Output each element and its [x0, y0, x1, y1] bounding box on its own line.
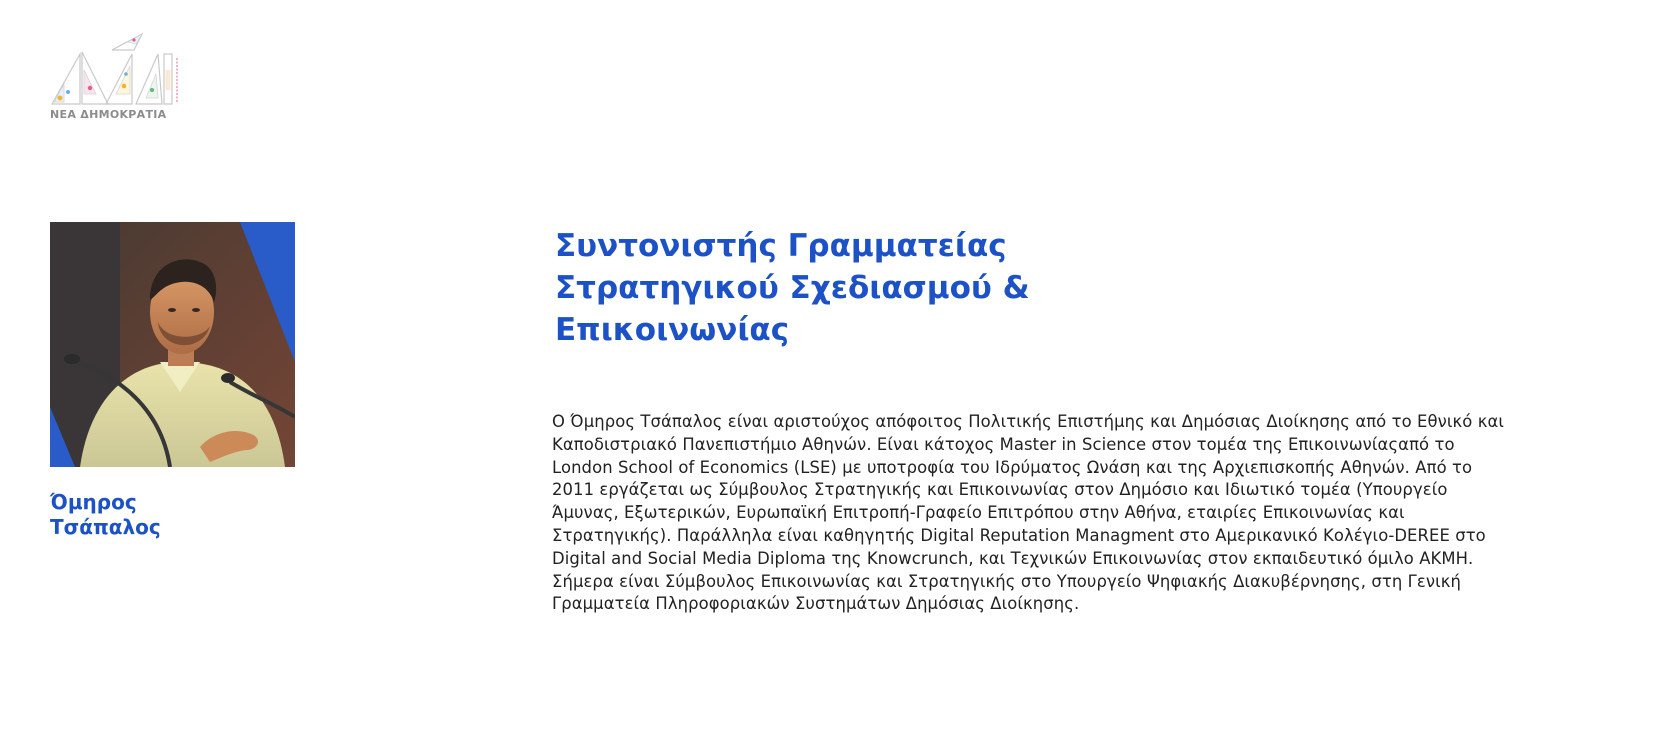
nd-logo-icon	[50, 30, 184, 108]
bio-paragraph: Ο Όμηρος Τσάπαλος είναι αριστούχος απόφοιτος Πολιτικής Επιστήμης και Δημόσιας Διοίκησης από το Εθνικό και Καποδιστριακό Πανεπιστήμιο Αθηνών. Είναι κάτοχος Master in Science στον τομέα της Επικοινωνίαςαπό το London School of Economics (LSE) με υποτροφία του Ιδρύματος Ωνάση και της Αρχιεπισκοπής Αθηνών. Από το 2011 εργάζεται ως Σύμβουλος Στρατηγικής και Επικοινωνίας στον Δημόσιο και Ιδιωτικό τομέα (Υπουργείο Άμυνας, Εξωτερικών, Ευρωπαϊκή Επιτροπή-Γραφείο Επιτρόπου στην Αθήνα, εταιρίες Επικοινωνίας και Στρατηγικής). Παράλληλα είναι καθηγητής Digital Reputation Managment στο Αμερικανικό Κολέγιο-DEREE στο Digital and Social Media Diploma της Knowcrunch, και Τεχνικών Επικοινωνίας στον εκπαιδευτικό όμιλο ΑΚΜΗ. Σήμερα είναι Σύμβουλος Επικοινωνίας και Στρατηγικής στο Υπουργείο Ψηφιακής Διακυβέρνησης, στη Γενική Γραμματεία Πληροφοριακών Συστημάτων Δημόσιας Διοίκησης.	[552, 412, 1505, 614]
person-name-line2: Τσάπαλος	[50, 515, 161, 539]
person-name	[50, 490, 250, 540]
role-title: Συντονιστής Γραμματείας Στρατηγικού Σχεδιασμού & Επικοινωνίας	[555, 228, 1030, 348]
person-name-line1: Όμηρος	[50, 490, 137, 514]
logo-wordmark: ΝΕΑ ΔΗΜΟΚΡΑΤΙΑ	[50, 108, 167, 121]
nd-logo[interactable]	[50, 30, 184, 122]
portrait-photo	[50, 222, 295, 467]
